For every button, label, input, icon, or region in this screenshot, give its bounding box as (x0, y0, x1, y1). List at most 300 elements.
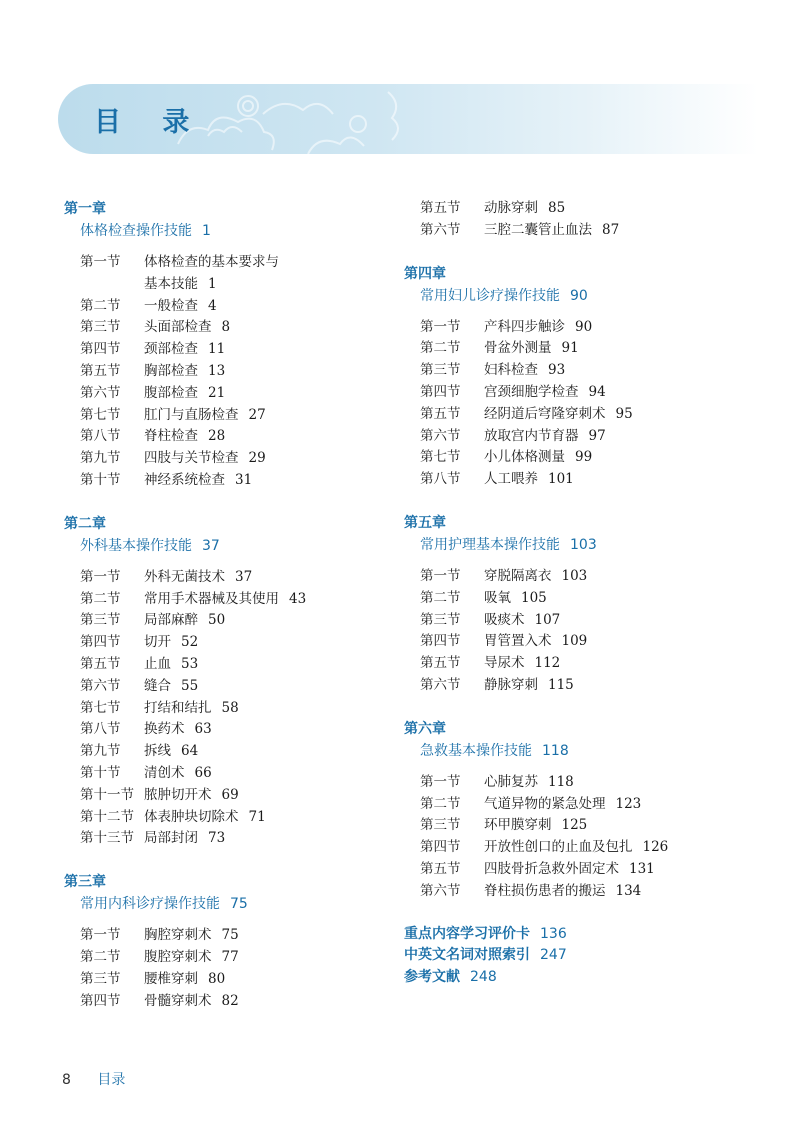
section-title: 脓肿切开术 (144, 786, 212, 803)
toc-section-row (64, 763, 394, 785)
chapter-page: 1 (202, 223, 211, 239)
section-label: 第三节 (420, 817, 461, 834)
section-entry (144, 426, 394, 448)
section-entry (484, 675, 764, 697)
chapter-sections (404, 566, 764, 697)
section-entry (484, 794, 764, 816)
toc-section-row (404, 469, 764, 491)
section-title: 脊柱检查 (144, 428, 198, 445)
toc-section-row (64, 632, 394, 654)
section-label: 第一节 (80, 254, 121, 270)
section-title: 神经系统检查 (144, 471, 225, 488)
section-label: 第五节 (420, 405, 461, 422)
section-entry (144, 339, 394, 361)
section-label: 第八节 (420, 471, 461, 488)
section-page: 53 (181, 655, 199, 672)
chapter-title-text: 急救基本操作技能 (420, 742, 532, 759)
section-title: 小儿体格测量 (484, 449, 565, 466)
section-page: 64 (181, 743, 199, 760)
chapter-title (64, 893, 394, 915)
section-label: 第八节 (80, 721, 121, 738)
toc-section-row (404, 794, 764, 816)
section-label: 第一节 (420, 567, 461, 584)
section-title: 导尿术 (484, 655, 525, 672)
section-entry (484, 469, 764, 491)
spacer (404, 491, 764, 512)
page-footer (62, 1069, 125, 1089)
section-page: 73 (208, 830, 226, 847)
section-page: 131 (629, 860, 655, 877)
section-label: 第十二节 (80, 808, 134, 825)
toc-section-row (404, 220, 764, 242)
section-title: 常用手术器械及其使用 (144, 590, 279, 607)
section-page: 55 (181, 677, 199, 694)
section-label: 第四节 (80, 341, 121, 358)
section-label: 第一节 (80, 568, 121, 585)
section-title: 缝合 (144, 677, 171, 694)
toc-section-row (404, 404, 764, 426)
appendix-page: 247 (540, 947, 567, 964)
section-page: 123 (615, 795, 642, 812)
section-entry (144, 361, 394, 383)
section-entry (484, 859, 764, 881)
section-label: 第三节 (80, 970, 121, 987)
section-label: 第四节 (420, 633, 461, 650)
footer-label: 目录 (97, 1072, 126, 1088)
title-banner (58, 84, 758, 154)
section-entry (484, 426, 764, 448)
continued-sections (404, 198, 764, 242)
section-title: 体表肿块切除术 (144, 808, 239, 825)
chapter-number: 第二章 (64, 515, 106, 532)
section-label: 第三节 (80, 612, 121, 629)
section-title: 四肢骨折急救外固定术 (484, 860, 619, 877)
section-label: 第四节 (420, 839, 461, 856)
chapter-title (64, 220, 394, 242)
section-label: 第一节 (420, 773, 461, 790)
chapter-sections (404, 772, 764, 903)
section-page: 95 (615, 405, 633, 422)
section-label: 第三节 (80, 319, 121, 336)
section-title: 腹部检查 (144, 384, 198, 401)
chapter-title (404, 534, 764, 556)
section-page: 8 (221, 319, 231, 336)
toc-section-row (404, 772, 764, 794)
appendix-title: 参考文献 (404, 969, 460, 986)
toc-section-row (404, 317, 764, 339)
section-entry (144, 807, 394, 829)
toc-section-row (404, 338, 764, 360)
section-title: 切开 (144, 634, 171, 651)
toc-section-row (64, 252, 394, 274)
toc-section-row (64, 383, 394, 405)
chapter-number: 第五章 (404, 514, 446, 531)
chapter-title-text: 外科基本操作技能 (80, 537, 192, 554)
section-entry (144, 567, 394, 589)
section-entry (144, 741, 394, 763)
section-page: 87 (602, 221, 620, 238)
section-title: 脊柱损伤患者的搬运 (484, 882, 606, 899)
appendix-entry (404, 945, 764, 967)
section-page: 85 (548, 200, 566, 216)
section-page: 58 (221, 699, 239, 716)
toc-section-row (404, 610, 764, 632)
chapter-sections (64, 567, 394, 850)
section-page: 71 (248, 808, 266, 825)
section-label: 第五节 (420, 860, 461, 877)
toc-section-row (64, 807, 394, 829)
spacer (64, 492, 394, 513)
toc-section-row (64, 567, 394, 589)
toc-section-row (404, 426, 764, 448)
section-page: 109 (561, 633, 588, 650)
section-title: 环甲膜穿刺 (484, 817, 552, 834)
section-title: 产科四步触诊 (484, 318, 565, 335)
section-title: 心肺复苏 (484, 773, 538, 790)
section-page: 50 (208, 612, 226, 629)
chapter-title-text: 体格检查操作技能 (80, 223, 192, 239)
section-entry (144, 654, 394, 676)
page-title: 目 录 (94, 107, 206, 138)
section-entry (484, 220, 764, 242)
section-label: 第九节 (80, 450, 121, 467)
toc-section-row (404, 881, 764, 903)
toc-section-row (64, 654, 394, 676)
section-label: 第五节 (420, 200, 461, 216)
section-label: 第三节 (420, 362, 461, 379)
section-label (80, 274, 144, 296)
toc-section-row (64, 676, 394, 698)
section-entry (484, 631, 764, 653)
section-entry (144, 405, 394, 427)
section-label: 第七节 (80, 699, 121, 716)
section-title: 基本技能 (144, 275, 198, 292)
section-entry (484, 815, 764, 837)
section-title: 妇科检查 (484, 362, 538, 379)
section-title: 骨盆外测量 (484, 340, 552, 357)
section-title: 动脉穿刺 (484, 200, 538, 216)
toc-section-row (64, 589, 394, 611)
section-page: 125 (561, 817, 588, 834)
section-page: 37 (235, 568, 253, 585)
section-title: 开放性创口的止血及包扎 (484, 839, 633, 856)
chapter-sections (64, 252, 394, 492)
section-page: 29 (248, 450, 266, 467)
section-page: 94 (588, 383, 606, 400)
section-entry (144, 252, 394, 274)
section-page: 1 (208, 275, 217, 292)
chapter-number: 第一章 (64, 201, 106, 217)
section-label: 第二节 (420, 589, 461, 606)
toc-section-row (404, 588, 764, 610)
section-page: 134 (615, 882, 642, 899)
section-page: 27 (248, 406, 266, 423)
appendix-title: 中英文名词对照索引 (404, 947, 530, 964)
section-page: 80 (208, 970, 226, 987)
toc-section-row (64, 698, 394, 720)
section-page: 90 (575, 318, 593, 335)
section-entry (144, 763, 394, 785)
section-page: 69 (221, 786, 239, 803)
toc-section-row (64, 339, 394, 361)
section-entry (484, 404, 764, 426)
appendix-page: 136 (540, 925, 567, 942)
section-label: 第四节 (80, 634, 121, 651)
section-label: 第六节 (80, 384, 121, 401)
section-title: 腰椎穿刺 (144, 970, 198, 987)
section-title: 一般检查 (144, 297, 198, 314)
section-page: 43 (289, 590, 307, 607)
section-title: 静脉穿刺 (484, 676, 538, 693)
section-label: 第六节 (420, 882, 461, 899)
toc-section-row (64, 296, 394, 318)
chapter-number: 第六章 (404, 720, 446, 737)
section-entry (144, 296, 394, 318)
toc-section-row (404, 859, 764, 881)
section-label: 第二节 (80, 590, 121, 607)
chapter-page: 37 (202, 537, 220, 554)
chapter-page: 75 (230, 896, 248, 913)
section-label: 第六节 (420, 427, 461, 444)
section-label: 第四节 (420, 383, 461, 400)
section-label: 第七节 (80, 406, 121, 423)
section-title: 气道异物的紧急处理 (484, 795, 606, 812)
section-entry (144, 470, 394, 492)
chapter-page: 103 (570, 536, 597, 553)
toc-right-column (404, 198, 764, 989)
section-entry (144, 969, 394, 991)
section-label: 第八节 (80, 428, 121, 445)
toc-section-row (64, 991, 394, 1013)
chapter-sections (64, 925, 394, 1012)
section-entry (484, 837, 764, 859)
section-page: 126 (642, 839, 669, 856)
section-label: 第二节 (420, 340, 461, 357)
section-entry (144, 698, 394, 720)
toc-section-row (404, 837, 764, 859)
toc-section-row (64, 274, 394, 296)
toc-section-row (64, 405, 394, 427)
section-entry (484, 610, 764, 632)
toc-section-row (64, 785, 394, 807)
toc-section-row (64, 741, 394, 763)
section-title: 清创术 (144, 764, 185, 781)
section-entry (144, 785, 394, 807)
toc-section-row (64, 925, 394, 947)
chapter-page: 90 (570, 287, 588, 304)
section-title: 经阴道后穹隆穿刺术 (484, 405, 606, 422)
section-label: 第十节 (80, 471, 121, 488)
section-label: 第一节 (80, 927, 121, 944)
section-title: 打结和结扎 (144, 699, 212, 716)
chapter-page: 118 (542, 742, 569, 759)
section-entry (144, 828, 394, 850)
section-page: 97 (588, 427, 606, 444)
section-label: 第五节 (420, 655, 461, 672)
section-page: 112 (534, 655, 561, 672)
section-entry (144, 925, 394, 947)
toc-section-row (404, 653, 764, 675)
spacer (404, 903, 764, 924)
section-label: 第二节 (80, 948, 121, 965)
section-title: 吸氧 (484, 589, 511, 606)
section-label: 第九节 (80, 743, 121, 760)
section-title: 局部麻醉 (144, 612, 198, 629)
section-label: 第六节 (420, 676, 461, 693)
section-page: 99 (575, 449, 593, 466)
section-page: 75 (221, 927, 239, 944)
section-title: 骨髓穿刺术 (144, 992, 212, 1009)
section-title: 宫颈细胞学检查 (484, 383, 579, 400)
toc-section-row (404, 815, 764, 837)
section-label: 第二节 (80, 297, 121, 314)
toc-section-row (64, 361, 394, 383)
section-page: 115 (548, 676, 574, 693)
page-number: 8 (62, 1072, 71, 1088)
section-entry (484, 772, 764, 794)
section-entry (144, 610, 394, 632)
section-entry (144, 719, 394, 741)
toc-section-row (64, 470, 394, 492)
section-page: 52 (181, 634, 199, 651)
section-page: 103 (561, 567, 588, 584)
chapter-sections (404, 317, 764, 491)
section-page: 93 (548, 362, 566, 379)
section-title: 吸痰术 (484, 611, 525, 628)
section-page: 31 (235, 471, 253, 488)
toc-section-row (404, 631, 764, 653)
toc-section-row (404, 360, 764, 382)
toc-section-row (404, 566, 764, 588)
section-page: 4 (208, 297, 217, 314)
toc-section-row (404, 382, 764, 404)
section-title: 头面部检查 (144, 319, 212, 336)
section-entry (484, 588, 764, 610)
section-page: 11 (208, 341, 226, 358)
section-title: 人工喂养 (484, 471, 538, 488)
section-title: 局部封闭 (144, 830, 198, 847)
chapter-title (64, 535, 394, 557)
chapter-title (404, 285, 764, 307)
section-entry (144, 317, 394, 339)
section-page: 77 (221, 948, 239, 965)
section-title: 止血 (144, 655, 171, 672)
section-entry (484, 447, 764, 469)
chapter-title (404, 740, 764, 762)
section-label: 第七节 (420, 449, 461, 466)
section-page: 63 (194, 721, 212, 738)
section-label: 第十三节 (80, 830, 134, 847)
chapter-title-text: 常用内科诊疗操作技能 (80, 896, 220, 913)
section-entry (484, 317, 764, 339)
toc-section-row (64, 828, 394, 850)
section-entry (484, 382, 764, 404)
section-page: 101 (548, 471, 574, 488)
section-title: 外科无菌技术 (144, 568, 225, 585)
section-label: 第十一节 (80, 786, 134, 803)
toc-section-row (64, 947, 394, 969)
section-title: 胸腔穿刺术 (144, 927, 212, 944)
appendix-page: 248 (470, 969, 497, 986)
section-page: 91 (561, 340, 579, 357)
spacer (404, 242, 764, 263)
chapter-title-text: 常用妇儿诊疗操作技能 (420, 287, 560, 304)
section-title: 肛门与直肠检查 (144, 406, 239, 423)
section-label: 第三节 (420, 611, 461, 628)
spacer (404, 697, 764, 718)
section-title: 放取宫内节育器 (484, 427, 579, 444)
section-entry (484, 653, 764, 675)
section-title: 腹腔穿刺术 (144, 948, 212, 965)
spacer (64, 850, 394, 871)
section-label: 第六节 (420, 221, 461, 238)
section-title: 换药术 (144, 721, 185, 738)
section-page: 66 (194, 764, 212, 781)
section-label: 第五节 (80, 362, 121, 379)
toc-section-row (64, 610, 394, 632)
section-entry (144, 947, 394, 969)
section-title: 穿脱隔离衣 (484, 567, 552, 584)
toc-section-row (404, 675, 764, 697)
section-title: 胃管置入术 (484, 633, 552, 650)
toc-left-column (64, 198, 394, 1012)
section-entry (484, 198, 764, 220)
section-label: 第二节 (420, 795, 461, 812)
appendix-title: 重点内容学习评价卡 (404, 925, 530, 942)
section-entry (144, 632, 394, 654)
toc-section-row (64, 448, 394, 470)
section-entry (144, 274, 394, 296)
section-title: 胸部检查 (144, 362, 198, 379)
appendix-entry (404, 924, 764, 946)
section-entry (484, 360, 764, 382)
section-label: 第一节 (420, 318, 461, 335)
section-page: 107 (534, 611, 561, 628)
section-entry (144, 589, 394, 611)
appendix-entry (404, 967, 764, 989)
section-label: 第六节 (80, 677, 121, 694)
section-title: 体格检查的基本要求与 (144, 254, 279, 270)
section-label: 第十节 (80, 764, 121, 781)
section-title: 拆线 (144, 743, 171, 760)
toc-section-row (404, 198, 764, 220)
section-page: 13 (208, 362, 226, 379)
section-label: 第四节 (80, 992, 121, 1009)
section-page: 21 (208, 384, 226, 401)
chapter-title-text: 常用护理基本操作技能 (420, 536, 560, 553)
section-page: 28 (208, 428, 226, 445)
section-entry (484, 566, 764, 588)
section-page: 105 (521, 589, 547, 606)
section-entry (144, 448, 394, 470)
toc-section-row (64, 426, 394, 448)
section-title: 四肢与关节检查 (144, 450, 239, 467)
toc-section-row (64, 969, 394, 991)
section-entry (144, 676, 394, 698)
section-page: 118 (548, 773, 574, 790)
section-title: 颈部检查 (144, 341, 198, 358)
section-label: 第五节 (80, 655, 121, 672)
section-entry (484, 338, 764, 360)
toc-section-row (64, 317, 394, 339)
toc-section-row (64, 719, 394, 741)
toc-section-row (404, 447, 764, 469)
chapter-number: 第三章 (64, 874, 106, 891)
section-entry (484, 881, 764, 903)
section-page: 82 (221, 992, 239, 1009)
section-title: 三腔二囊管止血法 (484, 221, 592, 238)
section-entry (144, 383, 394, 405)
